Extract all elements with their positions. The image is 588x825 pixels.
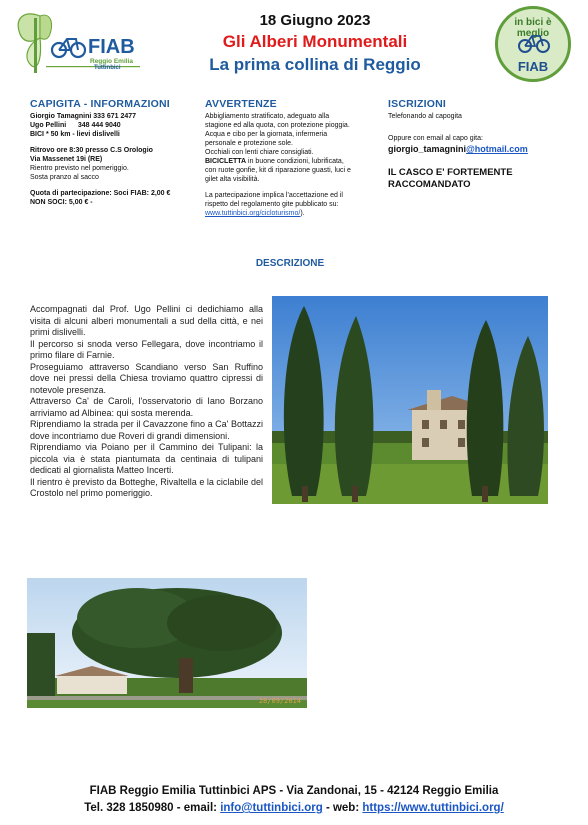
warning-line: Occhiali con lenti chiare consigliati.	[205, 149, 314, 156]
rules-line: rispetto del regolamento gite pubblicato su:	[205, 201, 339, 208]
description-heading: DESCRIZIONE	[255, 258, 325, 269]
description-paragraph: Riprendiamo via Poiano per il Cammino dei Tulipani: la piccola via è stata piantumata da centinaia di tulipani dedicati al giornalista Matteo Incerti.	[30, 442, 263, 475]
link-suffix: ).	[300, 210, 305, 217]
warning-line: con ruote gonfie, kit di riparazione guasti, luci e	[205, 167, 351, 174]
footer-email-link[interactable]: info@tuttinbici.org	[220, 802, 323, 814]
event-title: Gli Alberi Monumentali	[222, 32, 408, 51]
email-user: giorgio_tamagnini	[388, 144, 467, 154]
footer-web-link[interactable]: https://www.tuttinbici.org/	[362, 802, 504, 814]
capigita-heading: CAPIGITA - INFORMAZIONI	[30, 98, 170, 110]
fee-non-members: NON SOCI: 5,00 € -	[30, 199, 93, 206]
capigita-contact-2: Ugo Pellini 348 444 9040	[30, 122, 121, 129]
return-info: Rientro previsto nel pomeriggio.	[30, 165, 129, 172]
cicloturismo-link[interactable]: www.tuttinbici.org/cicloturismo/	[205, 210, 301, 217]
rules-line: La partecipazione implica l'accettazione ed il	[205, 192, 343, 199]
footer-contacts	[0, 802, 588, 814]
description-paragraph: Proseguiamo attraverso Scandiano verso San Ruffino dove nei pressi della Chiesa troviamo quattro cipressi di notevole presenza.	[30, 361, 263, 395]
event-subtitle: La prima collina di Reggio	[209, 55, 421, 74]
fee-members: Quota di partecipazione: Soci FIAB: 2,00 €	[30, 190, 171, 197]
logo-arc-text: in bici è meglio	[514, 17, 552, 39]
capigita-contact-1: Giorgio Tamagnini 333 671 2477	[30, 113, 137, 120]
meeting-time: Ritrovo ore 8:30 presso C.S Orologio	[30, 147, 153, 154]
bicycle-label: BICICLETTA	[205, 158, 247, 165]
avvertenze-heading: AVVERTENZE	[205, 98, 277, 110]
description-paragraph: Attraverso Ca' de Caroli, l'osservatorio di Iano Borzano arriviamo ad Albinea: qui sosta merenda.	[30, 396, 263, 418]
footer-web-label: - web:	[322, 802, 363, 814]
iscrizioni-section	[388, 98, 568, 191]
logo-fiab-text: FIAB	[517, 59, 549, 74]
event-date: 18 Giugno 2023	[259, 12, 371, 29]
in-bici-e-meglio-logo	[495, 6, 571, 82]
footer-address: FIAB Reggio Emilia Tuttinbici APS - Via Zandonai, 15 - 42124 Reggio Emilia	[89, 785, 499, 797]
phone-signup: Telefonando al capogita	[388, 113, 462, 120]
cypress-villa-photo	[272, 296, 548, 504]
warning-line: Abbigliamento stratificato, adeguato alla	[205, 113, 330, 120]
warning-line: in buone condizioni, lubrificata,	[246, 158, 344, 165]
description-paragraph: Accompagnati dal Prof. Ugo Pellini ci dedichiamo alla visita di alcuni alberi monumentali a sud della città, e nei primi dislivelli.	[30, 304, 263, 337]
bike-distance: BICI * 50 km - lievi dislivelli	[30, 131, 120, 138]
warning-line: Acqua e cibo per la giornata, infermeria	[205, 131, 328, 138]
email-signup: Oppure con email al capo gita:	[388, 135, 483, 142]
description-paragraph: Il percorso si snoda verso Fellegara, dove incontriamo il primo filare di Farnie.	[30, 338, 263, 360]
avvertenze-section	[205, 98, 370, 218]
description-paragraph: Il rientro è previsto da Botteghe, Rivaltella e la ciclabile del Crostolo nel primo pomeriggio.	[30, 476, 263, 498]
meeting-address: Via Massenet 19i (RE)	[30, 156, 103, 163]
description-body	[30, 304, 263, 500]
helmet-notice: RACCOMANDATO	[388, 179, 471, 190]
fiab-brand: FIAB	[88, 36, 135, 58]
lunch-info: Sosta pranzo al sacco	[30, 174, 99, 181]
email-link[interactable]: @hotmail.com	[466, 144, 528, 154]
oak-tree-photo	[27, 578, 307, 708]
photo-timestamp: 28/09/2014	[258, 697, 301, 705]
warning-line: stagione ed alla quota, con protezione pioggia.	[205, 122, 350, 129]
fiab-city: Reggio Emilia	[90, 58, 133, 65]
footer-tel: Tel. 328 1850980 - email:	[84, 802, 221, 814]
iscrizioni-heading: ISCRIZIONI	[388, 98, 447, 110]
capigita-section	[30, 98, 200, 207]
fiab-tuttinbici: Tuttinbici	[94, 65, 121, 71]
bike-icon	[517, 31, 551, 55]
warning-line: gilet alta visibilità.	[205, 176, 260, 183]
description-paragraph: Riprendiamo la strada per il Cavazzone fino a Ca' Bottazzi dove incontriamo due Roveri di grandi dimensioni.	[30, 419, 263, 441]
fiab-logo	[10, 8, 140, 74]
helmet-notice: IL CASCO E' FORTEMENTE	[388, 167, 513, 178]
warning-line: personale e protezione sole.	[205, 140, 293, 147]
